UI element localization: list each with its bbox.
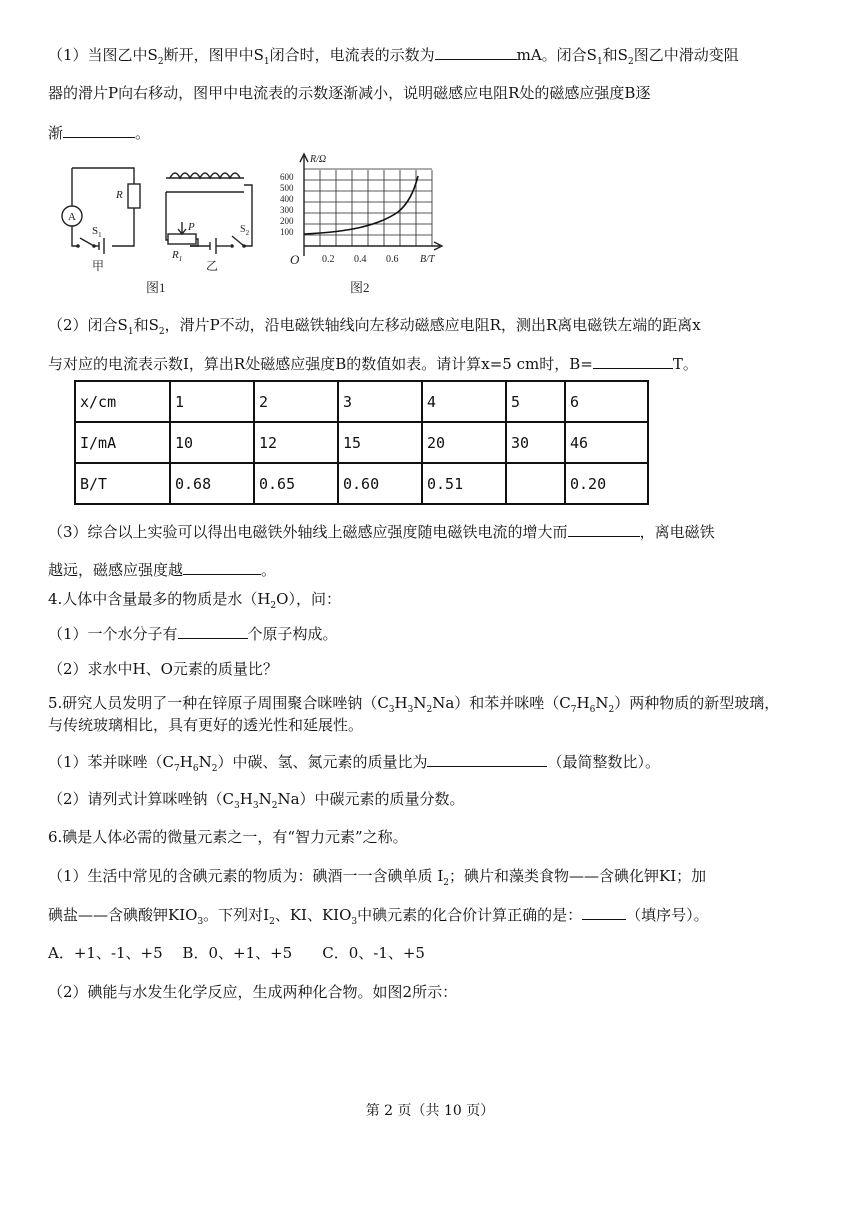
- question-6-options: A．+1、-1、+5 B．0、+1、+5 C．0、-1、+5: [48, 944, 425, 962]
- x-tick: 0.6: [386, 254, 399, 265]
- question-6-stem: 6.碘是人体必需的微量元素之一，有“智力元素”之称。: [48, 828, 408, 846]
- answer-blank[interactable]: [593, 352, 673, 369]
- table-cell: 15: [338, 422, 422, 463]
- question-4-part-1: （1）一个水分子有 个原子构成。: [48, 622, 338, 644]
- table-row: [75, 463, 648, 504]
- question-part-3-line-1: （3）综合以上实验可以得出电磁铁外轴线上磁感应强度随电磁铁电流的增大而 ，离电磁铁: [48, 520, 715, 542]
- circuit-yi-caption: 乙: [206, 259, 219, 273]
- question-part-3-line-2: 越远，磁感应强度越 。: [48, 558, 276, 580]
- table-cell: 4: [422, 381, 506, 422]
- figure-2-caption: 图2: [350, 280, 370, 295]
- answer-blank[interactable]: [63, 121, 135, 138]
- table-cell: 0.65: [254, 463, 338, 504]
- data-table: [74, 380, 649, 505]
- y-tick: 100: [280, 227, 294, 237]
- question-4-part-2: （2）求水中H、O元素的质量比？: [48, 660, 278, 678]
- graph-origin: O: [290, 252, 300, 267]
- table-cell: 1: [170, 381, 254, 422]
- question-part-2-line-1: （2）闭合$S_1$和$S_2$，滑片P不动，沿电磁铁轴线向左移动磁感应电阻R，测出R离电磁铁左端的距离x: [48, 316, 701, 337]
- table-row: [75, 381, 648, 422]
- table-cell: x/cm: [75, 381, 170, 422]
- switch-s2-label: $S_2$: [240, 224, 250, 237]
- question-part-1-line-1: （1）当图乙中$S_2$断开，图甲中$S_1$闭合时，电流表的示数为 mA。闭合$S_1$和$S_2$图乙中滑动变阻: [48, 43, 739, 72]
- resistance-curve: [304, 176, 418, 234]
- rheostat-r1-label: $R_1$: [172, 249, 183, 263]
- question-6-part-1-line-2: 碘盐——含碘酸钾$KIO_3$。下列对$I_2$、KI、$KIO_3$中碘元素的化合价计算正确的是： （填序号）。: [48, 903, 709, 932]
- answer-blank[interactable]: [582, 903, 626, 920]
- table-cell: 20: [422, 422, 506, 463]
- table-cell: 30: [506, 422, 565, 463]
- table-cell: B/T: [75, 463, 170, 504]
- x-tick: 0.2: [322, 254, 335, 265]
- table-cell: I/mA: [75, 422, 170, 463]
- y-tick: 600: [280, 172, 294, 182]
- circuit-jia-caption: 甲: [92, 259, 105, 273]
- y-tick: 400: [280, 194, 294, 204]
- meter-label: A: [68, 211, 76, 223]
- answer-blank[interactable]: [435, 43, 517, 60]
- resistor-label: R: [116, 189, 123, 201]
- table-cell: 2: [254, 381, 338, 422]
- x-tick: 0.4: [354, 254, 367, 265]
- question-6-part-2: （2）碘能与水发生化学反应，生成两种化合物。如图2所示：: [48, 983, 458, 1001]
- question-5-part-1: （1）苯并咪唑$(C_7H_6N_2)$中碳、氢、氮元素的质量比为 （最简整数比）。: [48, 750, 660, 779]
- graph-xlabel: B/T: [420, 254, 435, 265]
- question-part-1-line-2: 器的滑片P向右移动，图甲中电流表的示数逐渐减小，说明磁感应电阻R处的磁感应强度B逐: [48, 84, 651, 102]
- figure-1-caption: 图1: [146, 280, 166, 295]
- table-cell: 0.51: [422, 463, 506, 504]
- answer-blank[interactable]: [178, 622, 248, 639]
- table-cell: 3: [338, 381, 422, 422]
- question-6-part-1-line-1: （1）生活中常见的含碘元素的物质为：碘酒一一含碘单质 $I_2$；碘片和藻类食物——含碘化钾KI；加: [48, 867, 707, 888]
- circuit-and-graph-figure: [48, 150, 448, 300]
- y-tick: 200: [280, 216, 294, 226]
- y-tick: 300: [280, 205, 294, 215]
- table-cell: 0.60: [338, 463, 422, 504]
- table-cell: [506, 463, 565, 504]
- table-cell: 46: [565, 422, 648, 463]
- table-cell: 5: [506, 381, 565, 422]
- switch-s1-label: $S_1$: [92, 225, 102, 239]
- question-4-stem: 4.人体中含量最多的物质是水$(H_2O)$，问：: [48, 590, 341, 611]
- y-tick: 500: [280, 183, 294, 193]
- table-cell: 0.68: [170, 463, 254, 504]
- question-part-1-line-3: 渐 。: [48, 121, 150, 143]
- coil-symbol: [170, 173, 240, 178]
- circuit-yi-diagram: [166, 173, 252, 254]
- rheostat-symbol: [168, 234, 196, 244]
- table-row: [75, 422, 648, 463]
- table-cell: 10: [170, 422, 254, 463]
- resistance-vs-field-graph: [300, 154, 442, 256]
- answer-blank[interactable]: [183, 558, 261, 575]
- question-5-line-1: 5.研究人员发明了一种在锌原子周围聚合咪唑钠$(C_3H_3N_2Na)$和苯并咪唑$(C_7H_6N_2)$两种物质的新型玻璃，: [48, 694, 780, 715]
- page-footer: 第 2 页（共 10 页）: [365, 1103, 495, 1119]
- answer-blank[interactable]: [427, 750, 547, 767]
- graph-ylabel: R/Ω: [310, 154, 327, 165]
- table-cell: 0.20: [565, 463, 648, 504]
- question-5-line-2: 与传统玻璃相比，具有更好的透光性和延展性。: [48, 716, 364, 734]
- answer-blank[interactable]: [568, 520, 640, 537]
- question-5-part-2: （2）请列式计算咪唑钠$(C_3H_3N_2Na)$中碳元素的质量分数。: [48, 790, 465, 811]
- resistor-r-symbol: [128, 184, 140, 208]
- slider-p-label: P: [188, 221, 195, 233]
- question-part-2-line-2: 与对应的电流表示数I，算出R处磁感应强度B的数值如表。请计算x=5 cm时，B= T。: [48, 352, 698, 374]
- table-cell: 12: [254, 422, 338, 463]
- table-cell: 6: [565, 381, 648, 422]
